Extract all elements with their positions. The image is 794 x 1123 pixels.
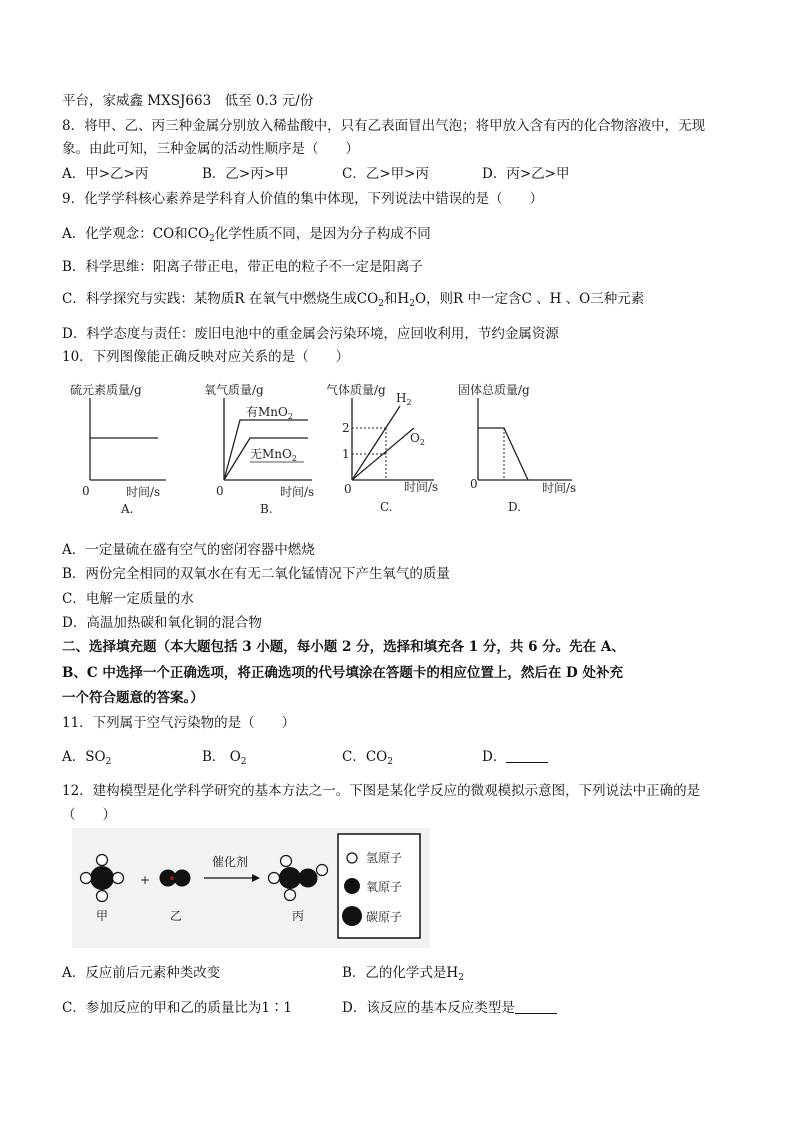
graph-b-curve1-label: 有MnO$_2$ [246, 405, 293, 421]
graph-d-ylabel: 固体总质量/g [458, 383, 530, 397]
q9-option-c-text1: C．科学探究与实践：某物质R 在氧气中燃烧生成CO [62, 291, 379, 307]
label-jia: 甲 [96, 909, 109, 923]
graph-d-origin: 0 [470, 477, 478, 491]
q9-option-a-text1: A．化学观念：CO和CO [62, 226, 210, 242]
label-bing: 丙 [292, 909, 305, 923]
graph-b [200, 380, 320, 524]
catalyst-label: 催化剂 [212, 855, 249, 869]
graph-a-xlabel: 时间/s [126, 485, 161, 499]
q8-option-c: C．乙>甲>丙 [342, 166, 429, 182]
molecule-jia [81, 855, 124, 902]
legend-oxygen-icon [344, 878, 360, 894]
q10-stem: 10．下列图像能正确反映对应关系的是（ ） [62, 349, 350, 365]
legend-hydrogen-icon [347, 853, 357, 863]
molecule-yi [160, 870, 191, 887]
graph-c-tick-1: 1 [342, 447, 350, 461]
q8-option-b: B．乙>丙>甲 [202, 166, 289, 182]
graph-a-ylabel: 硫元素质量/g [70, 383, 142, 397]
q8-option-d: D．丙>乙>甲 [482, 166, 570, 182]
q10-option-a: A．一定量硫在盛有空气的密闭容器中燃烧 [62, 542, 315, 558]
q12-option-b: B．乙的化学式是$H_2$ [342, 965, 464, 983]
q10-option-b: B．两份完全相同的双氧水在有无二氧化锰情况下产生氧气的质量 [62, 566, 450, 582]
graph-c-h2-line [352, 406, 400, 480]
graph-b-origin: 0 [216, 484, 224, 498]
q11-option-d: D． [482, 747, 548, 767]
q11-option-c: C．$CO_2$ [342, 749, 393, 767]
graph-a-origin: 0 [82, 484, 90, 498]
graph-c-ylabel: 气体质量/g [326, 383, 386, 397]
section2-heading-line3: 一个符合题意的答案。） [62, 690, 204, 706]
graph-c-tick-2: 2 [342, 421, 350, 435]
legend-hydrogen: 氢原子 [366, 851, 403, 865]
q9-option-d: D．科学态度与责任：废旧电池中的重金属会污染环境，应回收利用，节约金属资源 [62, 326, 559, 342]
q11-stem: 11．下列属于空气污染物的是（ ） [62, 715, 296, 731]
q12-option-a: A．反应前后元素种类改变 [62, 965, 221, 981]
q9-option-c-text2: 和H [383, 291, 410, 307]
graph-c-xlabel: 时间/s [404, 480, 439, 494]
label-yi: 乙 [170, 909, 183, 923]
q9-stem: 9．化学学科核心素养是学科育人价值的集中体现，下列说法中错误的是（ ） [62, 191, 544, 207]
graph-b-xlabel: 时间/s [280, 485, 315, 499]
graph-d-letter: D. [508, 500, 522, 514]
q8-option-a: A．甲>乙>丙 [62, 166, 149, 182]
q11-option-a: A．$SO_2$ [62, 749, 112, 767]
q9-option-c-sub2: 2 [409, 299, 415, 309]
graph-c-origin: 0 [344, 482, 352, 496]
graph-c-h2-label: $H_2$ [396, 391, 412, 407]
q11-option-b: B． $O_2$ [202, 749, 247, 767]
q8-stem-line1: 8．将甲、乙、丙三种金属分别放入稀盐酸中，只有乙表面冒出气泡；将甲放入含有丙的化合物溶液中，无现 [62, 118, 706, 134]
molecule-bing [269, 856, 328, 901]
q9-option-c-sub1: 2 [378, 299, 384, 309]
q9-option-a [62, 224, 764, 244]
q12-stem-line2: （ ） [62, 807, 116, 823]
q12-stem-line1: 12．建构模型是化学科学研究的基本方法之一。下图是某化学反应的微观模拟示意图，下列说法中正确的是 [62, 783, 701, 799]
q12-answer-blank[interactable] [515, 999, 557, 1014]
q12-option-d: D．该反应的基本反应类型是 [342, 998, 557, 1018]
header-note: 平台，家威鑫 MXSJ663 低至 0.3 元/份 [62, 93, 314, 109]
graph-b-curve2-label: 无MnO$_2$ [250, 447, 297, 463]
graph-d [454, 380, 584, 524]
legend-carbon: 碳原子 [366, 910, 403, 924]
graph-a [66, 380, 166, 524]
graph-a-letter: A. [121, 502, 134, 516]
graph-b-ylabel: 氧气质量/g [204, 383, 264, 397]
graph-b-letter: B. [260, 502, 273, 516]
graph-c-o2-label: $O_2$ [410, 431, 425, 447]
graph-d-curve [478, 428, 528, 480]
section2-heading-line2: B、C 中选择一个正确选项，将正确选项的代号填涂在答题卡的相应位置上，然后在 D 处补充 [62, 665, 623, 681]
graph-d-xlabel: 时间/s [542, 481, 577, 495]
q10-option-d: D．高温加热碳和氧化铜的混合物 [62, 615, 262, 631]
q9-option-b: B．科学思维：阳离子带正电，带正电的粒子不一定是阳离子 [62, 259, 423, 275]
q9-option-a-sub: 2 [209, 234, 215, 244]
q8-stem-line2: 象。由此可知，三种金属的活动性顺序是（ ） [62, 141, 359, 157]
legend-carbon-icon [342, 906, 362, 926]
q12-option-c: C．参加反应的甲和乙的质量比为1∶1 [62, 1000, 293, 1016]
q9-option-c [62, 289, 764, 309]
reaction-model-figure [72, 828, 430, 948]
q9-option-a-text2: 化学性质不同，是因为分子构成不同 [214, 226, 431, 242]
graph-c [322, 380, 442, 524]
q11-answer-blank[interactable] [506, 748, 548, 763]
graph-c-letter: C. [380, 500, 393, 514]
plus-sign: + [140, 873, 151, 887]
q10-option-c: C．电解一定质量的水 [62, 591, 194, 607]
legend-oxygen: 氧原子 [366, 880, 403, 894]
q9-option-c-text3: O，则R 中一定含C 、H 、O三种元素 [414, 291, 645, 307]
section2-heading-line1: 二、选择填充题（本大题包括 3 小题，每小题 2 分，选择和填充各 1 分，共 6 分。先在 A、 [62, 639, 625, 655]
